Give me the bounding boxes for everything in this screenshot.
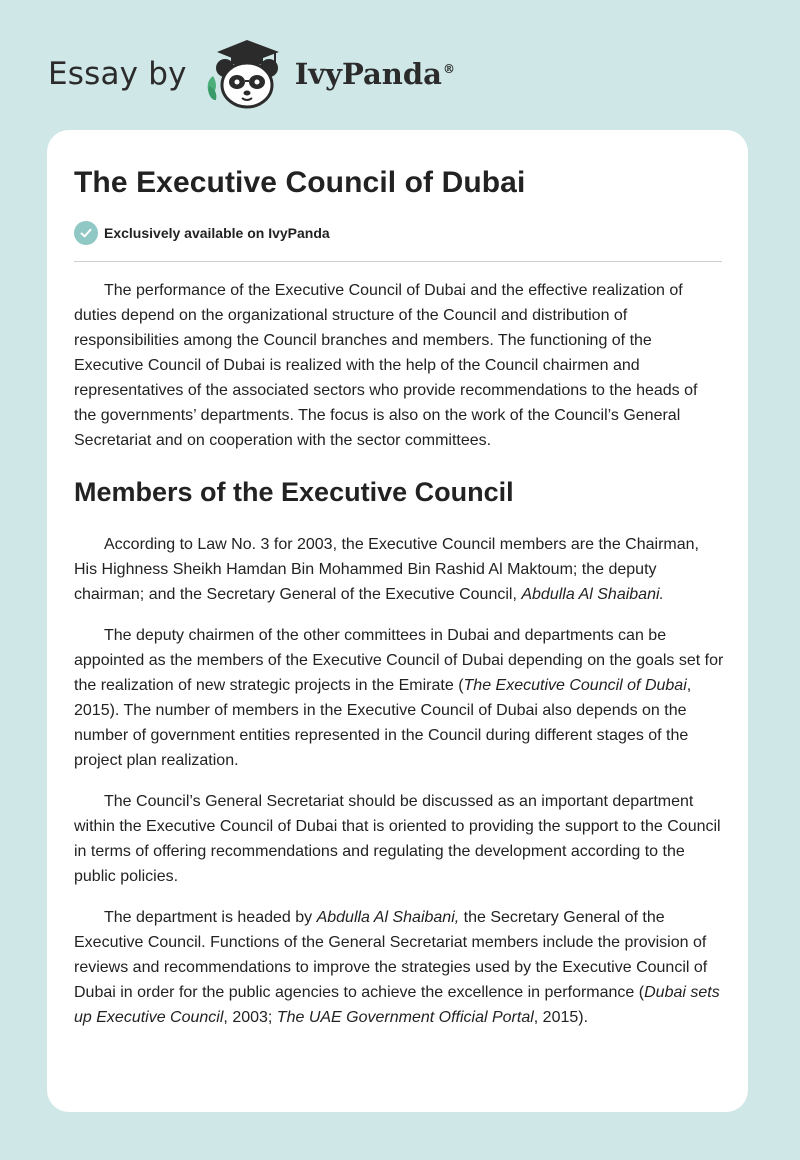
paragraph-3 <box>74 623 724 773</box>
citation-name: Abdulla Al Shaibani. <box>521 586 664 603</box>
exclusive-badge <box>74 221 330 245</box>
paragraph-4: The Council’s General Secretariat should be discussed as an important department within the Executive Council of Dubai that is oriented to providing the support to the Council in terms of offering recommendations and regulating the development according to the public policies. <box>74 793 721 885</box>
panda-graduate-icon[interactable] <box>201 36 293 112</box>
paragraph-5-end: , 2015). <box>533 1009 589 1026</box>
paragraph-3-text-cont: , 2015). The number of members in the Executive Council of Dubai also depends on the number of government entities represented in the Council during different stages of the project plan realization. <box>74 677 692 769</box>
citation-title: Dubai sets up Executive Council <box>74 984 720 1026</box>
essay-by-label: Essay by <box>48 56 187 92</box>
paragraph-3-text: The deputy chairmen of the other committees in Dubai and departments can be appointed as the members of the Executive Council of Dubai depending on the goals set for the realization of new strategic projects in the Emirate ( <box>74 627 724 694</box>
paragraph-5 <box>74 905 724 1030</box>
paragraph-1: The performance of the Executive Council of Dubai and the effective realization of duties depend on the organizational structure of the Council and distribution of responsibilities among the Council branches and members. The functioning of the Executive Council of Dubai is realized with the help of the Council chairmen and representatives of the associated sectors who provide recommendations to the heads of the governments’ departments. The focus is also on the work of the Council’s General Secretariat and on cooperation with the sector committees. <box>74 282 698 449</box>
essay-content <box>74 278 724 1046</box>
brand-name[interactable] <box>295 57 455 91</box>
citation-name: Abdulla Al Shaibani, <box>316 909 460 926</box>
site-header <box>48 34 455 114</box>
essay-card <box>47 130 748 1112</box>
page-title: The Executive Council of Dubai <box>74 166 526 199</box>
paragraph-5-text-cont: the Secretary General of the Executive Council. Functions of the General Secretariat members include the provision of reviews and recommendations to improve the strategies used by the Executive Council of Dubai in order for the public agencies to achieve the excellence in performance ( <box>74 909 708 1001</box>
check-circle-icon <box>74 221 98 245</box>
divider <box>74 261 722 262</box>
paragraph-2 <box>74 532 724 607</box>
paragraph-2-text: According to Law No. 3 for 2003, the Executive Council members are the Chairman, His Highness Sheikh Hamdan Bin Mohammed Bin Rashid Al Maktoum; the deputy chairman; and the Secretary General of the Executive Council, <box>74 536 699 603</box>
brand-name-text: IvyPanda <box>294 57 442 91</box>
registered-mark: ® <box>442 62 455 77</box>
citation-title: The UAE Government Official Portal <box>276 1009 534 1026</box>
exclusive-badge-label: Exclusively available on IvyPanda <box>104 225 330 241</box>
paragraph-5-separator: , 2003; <box>223 1009 277 1026</box>
section-heading: Members of the Executive Council <box>74 477 514 507</box>
paragraph-5-text: The department is headed by <box>104 909 317 926</box>
citation-title: The Executive Council of Dubai <box>463 677 687 694</box>
